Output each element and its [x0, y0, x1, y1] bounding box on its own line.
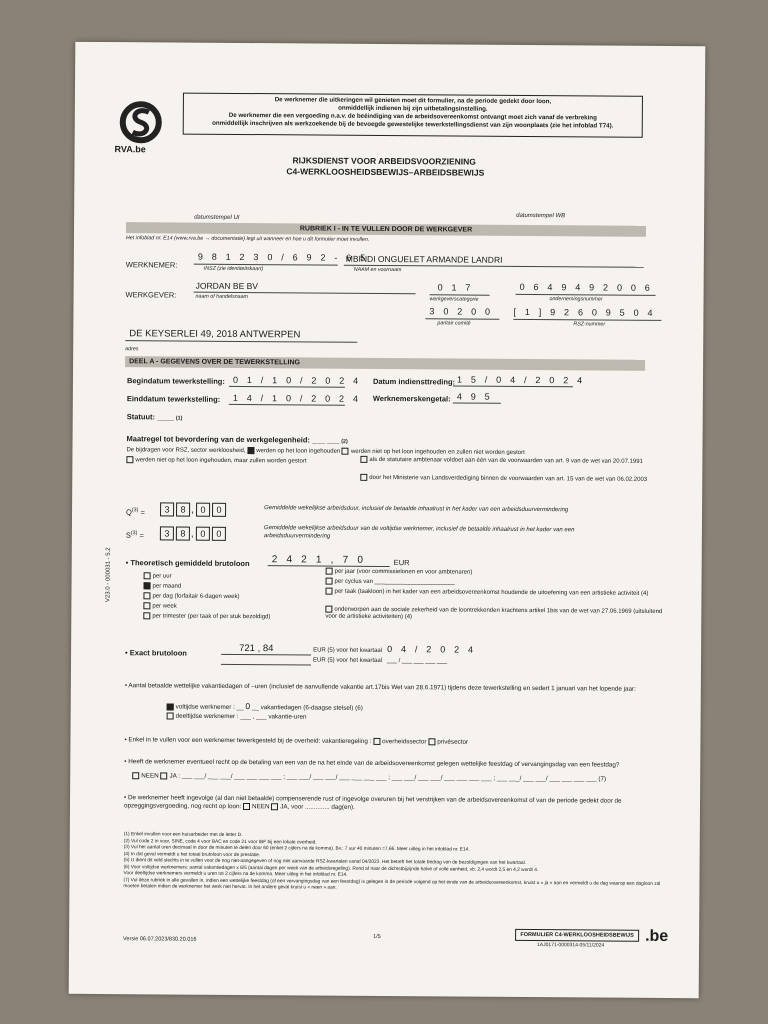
version-text: Versie 06.07.2023/830.20.016	[123, 936, 197, 943]
agency-title: RIJKSDIENST VOOR ARBEIDSVOORZIENING	[292, 155, 476, 167]
opt-taak: per taak (taakloon) in het kader van een arbeidsovereenkomst houdende de uitoefening van een artistieke activiteit (4)	[325, 588, 665, 598]
footnote: Voor deeltijdse werknemers vermeldt u uren tot 2 cijfers na de komma. Meer uitleg in het infoblad nr. E14.	[123, 871, 348, 878]
rsz-option-4: als de statutaire ambtenaar voldoet aan één van de voorwaarden van art. 9 van de wet van 20.07.1991	[360, 456, 660, 466]
opt-week: per week	[143, 602, 176, 610]
s-digit: 8	[176, 527, 190, 541]
stamp-wb-label: datumstempel WB	[516, 212, 566, 220]
side-code: V23.0 - 000031 - 5.2	[105, 547, 112, 603]
stamp-ui-label: datumstempel UI	[194, 214, 240, 221]
theoretisch-value: 2 4 2 1 , 7 0	[271, 554, 367, 566]
feestdag-question: • Heeft de werknemer eventueel recht op de betaling van een van de na het einde van de arbeidsovereenkomst gelegen wettelijke feestdag of vervangingsdag van een feestdag?	[124, 758, 620, 769]
maatregel-label: Maatregel tot bevordering van de werkgelegenheid: ___ ___ (2)	[126, 434, 348, 445]
rsz-option-5: door het Ministerie van Landsverdediging binnen de voorwaarden van art. 15 van de wet van 06.02.2003	[360, 474, 660, 484]
kengetal-value: 4 9 5	[456, 391, 493, 402]
overheid-row: • Enkel in te vullen voor een werknemer tewerkgesteld bij de overheid: vakantieregeling : overheidssector privésector	[124, 736, 469, 746]
s-description-2: arbeidsduurvermindering	[263, 533, 331, 540]
statuut-label: Statuut: ____ (1)	[126, 412, 183, 422]
exact-quarter-1: 0 4 / 2 0 2 4	[387, 644, 477, 655]
opt-trimester: per trimester (per taak of per stuk bezoldigd)	[143, 612, 270, 621]
notice-line: onmiddellijk inschrijven als werkzoekende bij de bevoegde gewestelijke tewerkstellingsdienst van zijn woonplaats (zie het infoblad T74).	[212, 119, 614, 130]
werkgever-label: WERKGEVER:	[125, 290, 177, 300]
s-label: $S^{(3)}$ =	[125, 530, 144, 540]
exact-suffix-1: EUR (5) voor het kwartaal	[313, 647, 383, 654]
document-page: De werknemer die uitkeringen wil genieten moet dit formulier, na de periode gedekt door loon, onmiddellijk indienen bij zijn uitbetalingsinstelling. De werknemer die een vergoeding n.a.v. de beëindiging van de arbeidsovereenkomst ontvangt moet zich vanaf de verbreking onmiddellijk inschrijven als werkzoekende bij de bevoegde gewestelijke tewerkstellingsdienst van zijn woonplaats (zie het infoblad T74). RVA.be RIJKSDIENST VOOR ARBEIDSVOORZIENING C4-WERKLOOSHEIDSBEWIJS–ARBEIDSBEWIJS datumstempel UI datumstempel WB RUBRIEK I - IN TE VULLEN DOOR DE WERKGEVER Het infoblad nr. E14 (www.rva.be → documentatie) legt uit wanneer en hoe u dit formulier moet invullen. WERKNEMER: 9 8 1 2 3 0 / 6 9 2 - 6 5 INSZ (zie identiteitskaart) MBINDI ONGUELET ARMANDE LANDRI NAAM en voornaam WERKGEVER: JORDAN BE BV naam of handelsnaam 0 1 7 werkgeverscategorie 0 6 4 9 4 9 2 0 0 6 ondernemingsnummer 3 0 2 0 0 paritair comité [ 1 ] 9 2 6 0 9 5 0 4 RSZ-nummer DE KEYSERLEI 49, 2018 ANTWERPEN adres DEEL A - GEGEVENS OVER DE TEWERKSTELLING Begindatum tewerkstelling: 0 1 / 1 0 / 2 0 2 4 Einddatum tewerkstelling: 1 4 / 1 0 / 2 0 2 4 Statuut: ____ (1) Datum indiensttreding: 1 5 / 0 4 / 2 0 2 4 Werknemerskengetal: 4 9 5 Maatregel tot bevordering van de werkgelegenheid: ___ ___ (2) De bijdragen voor RSZ, sector werkloosheid, werden op het loon ingehouden werden niet op het loon ingehouden en zullen niet worden gestort werden niet op het loon ingehouden, maar zullen worden gestort als de statutaire ambtenaar voldoet aan één van de voorwaarden van art. 9 van de wet van 20.07.1991 door het Ministerie van Landsverdediging binnen de voorwaarden van art. 15 van de wet van 06.02.2003 $Q^{(3)}$ = 3 8 , 0 0 Gemiddelde wekelijkse arbeidsduur, inclusief de betaalde inhaalrust in het kader van een arbeidsduurvermindering $S^{(3)}$ = 3 8 , 0 0 Gemiddelde wekelijkse arbeidsduur van de voltijdse werknemer, inclusief de betaalde inhaalrust in het kader van een arbeidsduurvermindering V23.0 - 000031 - 5.2 • Theoretisch gemiddeld brutoloon 2 4 2 1 , 7 0 EUR per uur per maand per dag (forfaitair 6-dagen week) per week per trimester (per taak of per stuk bezoldigd) per jaar (voor commissielonen en voor ambtenaren) per cyclus van ________________________ per taak (taakloon) in het kader van een arbeidsovereenkomst houdende de uitoefening van een artistieke activiteit (4) onderworpen aan de sociale zekerheid van de loontrekkenden krachtens artikel 1bis van de wet van 27.06.1969 (uitsluitend voor de artistieke activiteiten) (4) • Exact brutoloon 721 , 84 EUR (5) voor het kwartaal 0 4 / 2 0 2 4 EUR (5) voor het kwartaal ___ / ___ ___ ___ ___ • Aantal betaalde wettelijke vakantiedagen of –uren (inclusief de aanvullende vakantie art.17bis Wet van 28.6.1971) tijdens deze tewerkstelling en sedert 1 januari van het lopende jaar: voltijdse werknemer : __ 0 __ vakantiedagen (6-daagse stelsel) (6) deeltijdse werknemer : ___ , ___ vakantie-uren • Enkel in te vullen voor een werknemer tewerkgesteld bij de overheid: vakantieregeling : overheidssector privésector • Heeft de werknemer eventueel recht op de betaling van een van de na het einde van de arbeidsovereenkomst gelegen wettelijke feestdag of vervangingsdag van een feestdag? NEEN JA : ___ ___/ ___ ___/ ___ ___ ___ ___ ; ___ ___/ ___ ___/ ___ ___ ___ ___ ; ___ ___/ ___ ___/ ___ ___ ___ ___ ; ___ ___/ ___ ___/ ___ ___ ___ ___ (7) • De werknemer heeft ingevolge (al dan niet betaalde) compenserende rust of ingevolge overuren bij het verstrijken van de arbeidsovereenkomst of van de periode gedekt door de opzeggingsvergoeding, nog recht op loon: NEEN JA, voor .............. dag(en). (1) Enkel invullen voor een huisarbeider met de letter D. (2) Vul code 2 in voor, SINE, code 4 voor BAC en code 21 voor IBF bij een lokale overheid. (3) Vul het aantal uren decimaal in door de minuten te delen door 60 (enkel 2 cijfers na de komma). Bv.: 7 uur 40 minuten =7,66. Meer uitleg in het infoblad nr. E14. (4) In dat geval vermeldt u het totaal brutoloon voor de prestatie. (5) U dient dit veld slechts in te vullen voor de nog niet-aangegeven of nog niet aanvaarde RSZ-kwartalen vanaf 04/2023. Het betreft het totale bedrag van de bezoldigingen van het kwartaal. (6) Voor voltijdse werknemers: aantal vakantiedagen x 6/5 (aantal dagen per week van de arbeidsregeling). Rond af naar de dichtstbijzijnde halve of volle eenheid, vb. 2,4 wordt 2,5 en 4,2 wordt 4. Voor deeltijdse werknemers vermeldt u uren tot 2 cijfers na de komma. Meer uitleg in het infoblad nr. E14. (7) Vul deze rubriek in alle gevallen in, indien een wettelijke feestdag (of een vervangingsdag van een feestdag) is gelegen in de periode volgend op het einde van de arbeidsovereenkomst, kruist u « ja » aan en vermeldt u de dag waarop een dagloon zal moeten betalen indien de werknemer het werk niet hervat. In het andere geval kruist u « neen » aan. Versie 06.07.2023/830.20.016 1/5 FORMULIER C4-WERKLOOSHEIDSBEWIJS 1AJ0171-0000314-05/11/2024 .be	[69, 42, 706, 998]
footnote: (1) Enkel invullen voor een huisarbeider met de letter D.	[123, 832, 243, 838]
category-caption: werkgeverscategorie	[429, 296, 479, 303]
rsz-option-3: werden niet op het loon ingehouden, maar zullen worden gestort	[126, 456, 306, 465]
logo-text: RVA.be	[114, 144, 146, 155]
indienst-date: 1 5 / 0 4 / 2 0 2 4	[456, 374, 586, 386]
q-digit: 8	[176, 503, 190, 517]
footnote: (7) Vul deze rubriek in alle gevallen in, indien een wettelijke feestdag (of een vervangingsdag van een feestdag) is gelegen in de periode volgend op het einde van de arbeidsovereenkomst, kruist u « ja » aan en vermeldt u de dag waarop een dagloon zal moeten betalen indien de werknemer het werk niet hervat. In het andere geval kruist u « neen » aan.	[123, 877, 661, 891]
notice-line: De werknemer die uitkeringen wil genieten moet dit formulier, na de periode gedekt door loon,	[274, 96, 552, 106]
theoretisch-unit: EUR	[393, 558, 410, 568]
compenserend-question: • De werknemer heeft ingevolge (al dan niet betaalde) compenserende rust of ingevolge overuren bij het verstrijken van de arbeidsovereenkomst of van de periode gedekt door de opzeggingsvergoeding, nog recht op loon: NEEN JA, voor .............. dag(en).	[123, 794, 622, 811]
feestdag-answer: NEEN JA : ___ ___/ ___ ___/ ___ ___ ___ ___ ; ___ ___/ ___ ___/ ___ ___ ___ ___ ; ___ ___/ ___ ___/ ___ ___ ___ ___ ; ___ ___/ ___ ___/ ___ ___ ___ ___ (7)	[132, 772, 606, 782]
q-digit: 3	[160, 502, 174, 516]
footnote: (2) Vul code 2 in voor, SINE, code 4 voor BAC en code 21 voor IBF bij een lokale overheid.	[123, 838, 317, 846]
insz-value: 9 8 1 2 3 0 / 6 9 2 - 6 5	[197, 251, 369, 263]
opt-cyclus: per cyclus van ________________________	[326, 578, 455, 587]
employer-caption: naam of handelsnaam	[195, 293, 248, 301]
barcode-text: 1AJ0171-0000314-05/11/2024	[537, 942, 605, 949]
exact-quarter-2: ___ / ___ ___ ___ ___	[386, 658, 448, 665]
q-description: Gemiddelde wekelijkse arbeidsduur, inclusief de betaalde inhaalrust in het kader van een arbeidsduurvermindering	[264, 505, 569, 514]
exact-label: • Exact brutoloon	[125, 648, 187, 658]
insz-caption: INSZ (zie identiteitskaart)	[203, 265, 264, 273]
start-label: Begindatum tewerkstelling:	[126, 376, 225, 386]
employer-name: JORDAN BE BV	[195, 280, 259, 292]
footnote: (6) Voor voltijdse werknemers: aantal vakantiedagen x 6/5 (aantal dagen per week van de arbeidsregeling). Rond af naar de dichtstbijzijnde halve of volle eenheid, vb. 2,4 wordt 2,5 en 4,2 wordt 4.	[123, 864, 539, 873]
footnote: (5) U dient dit veld slechts in te vullen voor de nog niet-aangegeven of nog niet aanvaarde RSZ-kwartalen vanaf 04/2023. Het betreft het totale bedrag van de bezoldigingen van het kwartaal.	[123, 858, 527, 866]
s-digit: 0	[212, 527, 226, 541]
footnote: (3) Vul het aantal uren decimaal in door de minuten te delen door 60 (enkel 2 cijfers na de komma). Bv.: 7 uur 40 minuten =7,66. Meer uitleg in het infoblad nr. E14.	[123, 845, 470, 853]
committee-value: 3 0 2 0 0	[429, 306, 494, 317]
opt-dag: per dag (forfaitair 6-dagen week)	[143, 592, 239, 601]
theoretisch-label: • Theoretisch gemiddeld brutoloon	[125, 558, 250, 569]
notice-line: onmiddellijk indienen bij zijn uitbetalingsinstelling.	[338, 104, 488, 113]
s-digit: 0	[196, 527, 210, 541]
deel-a-title: DEEL A - GEGEVENS OVER DE TEWERKSTELLING	[125, 356, 645, 371]
name-caption: NAAM en voornaam	[353, 266, 402, 274]
notice-box	[183, 93, 643, 138]
brand-mark: .be	[645, 927, 669, 945]
address-value: DE KEYSERLEI 49, 2018 ANTWERPEN	[129, 328, 301, 341]
opt-uur: per uur	[144, 572, 172, 580]
notice-line: De werknemer die een vergoeding n.a.v. de beëindiging van de arbeidsovereenkomst ontvangt moet zich vanaf de verbreking	[228, 111, 597, 122]
end-label: Einddatum tewerkstelling:	[126, 394, 221, 404]
werknemer-label: WERKNEMER:	[125, 260, 178, 270]
indienst-label: Datum indiensttreding:	[372, 376, 456, 387]
deeltijds-row: deeltijdse werknemer : ___ , ___ vakantie-uren	[167, 712, 307, 720]
rsz-caption: RSZ-nummer	[573, 321, 606, 328]
werknemer-name: MBINDI ONGUELET ARMANDE LANDRI	[345, 253, 503, 265]
kengetal-label: Werknemerskengetal:	[372, 393, 451, 404]
q-digit: 0	[196, 503, 210, 517]
vakantie-question: • Aantal betaalde wettelijke vakantiedagen of –uren (inclusief de aanvullende vakantie art.17bis Wet van 28.6.1971) tijdens deze tewerkstelling en sedert 1 januari van het lopende jaar:	[124, 682, 636, 693]
s-digit: 3	[160, 526, 174, 540]
exact-suffix-2: EUR (5) voor het kwartaal	[312, 657, 383, 664]
exact-value: 721 , 84	[239, 642, 274, 655]
address-caption: adres	[125, 346, 139, 353]
page-number: 1/5	[373, 933, 381, 940]
footnote: (4) In dat geval vermeldt u het totaal brutoloon voor de prestatie.	[123, 851, 261, 858]
company-number-value: 0 6 4 9 4 9 2 0 0 6	[519, 281, 654, 293]
s-description-1: Gemiddelde wekelijkse arbeidsduur van de voltijdse werknemer, inclusief de betaalde inhaalrust in het kader van een	[263, 525, 575, 534]
form-title: C4-WERKLOOSHEIDSBEWIJS–ARBEIDSBEWIJS	[286, 166, 485, 178]
category-value: 0 1 7	[437, 282, 474, 293]
rubriek-title: RUBRIEK I - IN TE VULLEN DOOR DE WERKGEVER	[126, 222, 646, 237]
rsz-contributions: De bijdragen voor RSZ, sector werkloosheid, werden op het loon ingehouden werden niet op het loon ingehouden en zullen niet worden gestort	[126, 447, 525, 457]
footnotes	[123, 832, 663, 894]
start-date: 0 1 / 1 0 / 2 0 2 4	[232, 374, 362, 386]
q-label: $Q^{(3)}$ =	[126, 507, 145, 517]
form-name-box: FORMULIER C4-WERKLOOSHEIDSBEWIJS	[515, 929, 639, 942]
q-digit: 0	[212, 503, 226, 517]
end-date: 1 4 / 1 0 / 2 0 2 4	[232, 392, 362, 404]
committee-caption: paritair comité	[437, 320, 471, 327]
voltijds-row: voltijdse werknemer : __ 0 __ vakantiedagen (6-daagse stelsel) (6)	[167, 702, 363, 711]
rubriek-intro: Het infoblad nr. E14 (www.rva.be → documentatie) legt uit wanneer en hoe u dit formulier moet invullen.	[125, 235, 370, 243]
opt-maand: per maand	[144, 582, 182, 590]
rsz-value: [ 1 ] 9 2 6 0 9 5 0 4	[513, 306, 656, 318]
company-number-caption: ondernemingsnummer	[549, 296, 603, 303]
opt-jaar: per jaar (voor commissielonen en voor ambtenaren)	[326, 568, 473, 577]
opt-onderworpen: onderworpen aan de sociale zekerheid van de loontrekkenden krachtens artikel 1bis van de wet van 27.06.1969 (uitsluitend voor de artistieke activiteiten) (4)	[325, 606, 663, 621]
